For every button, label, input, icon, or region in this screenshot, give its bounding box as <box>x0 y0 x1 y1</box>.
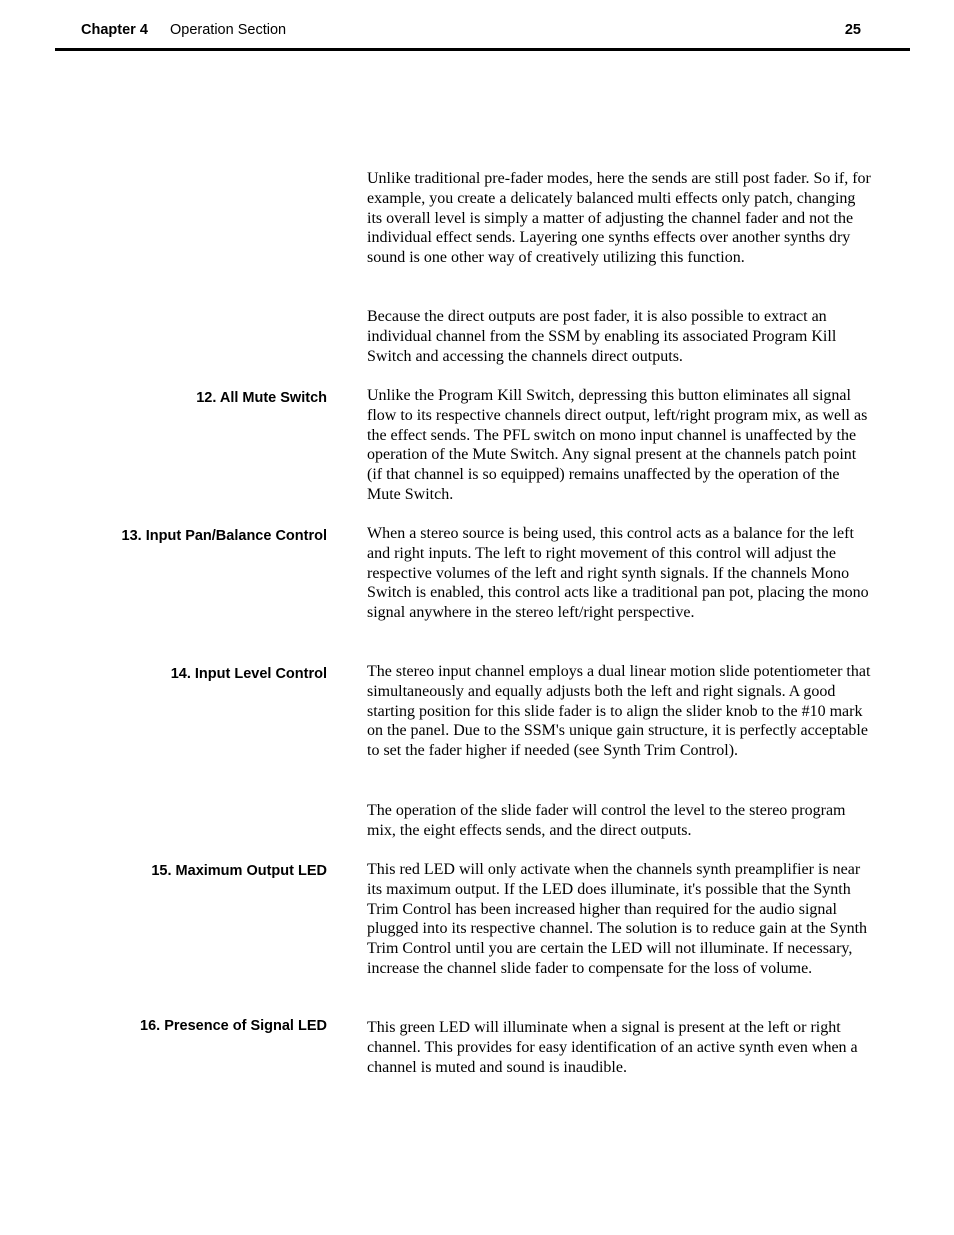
paragraph-maximum-output-led: This red LED will only activate when the channels synth preamplifier is near its maximum output. If the LED does illuminate, it's possible that the Synth Trim Control has been increased higher than required for the audio signal plugged into its respective channel. The solution is to reduce gain at the Synth Trim Control until you are certain the LED will not illuminate. If necessary, increase the channel slide fader to compensate for the loss of volume. <box>367 861 868 977</box>
header-rule <box>55 48 910 51</box>
chapter-label: Chapter 4 <box>81 22 148 38</box>
heading-maximum-output-led: 15. Maximum Output LED <box>151 863 327 879</box>
paragraph-all-mute-switch: Unlike the Program Kill Switch, depressing this button eliminates all signal flow to its respective channels direct output, left/right program mix, as well as the effect sends. The PFL switch on mono input channel is unaffected by the operation of the Mute Switch. Any signal present at the channels patch point (if that channel is so equipped) remains unaffected by the operation of the Mute Switch. <box>367 387 868 503</box>
paragraph-input-level-control: The stereo input channel employs a dual linear motion slide potentiometer that simultaneously and equally adjusts both the left and right signals. A good starting position for this slide fader is to align the slider knob to the #10 mark on the panel. Due to the SSM's unique gain structure, it is perfectly acceptable to set the fader higher if needed (see Synth Trim Control). <box>367 663 871 760</box>
paragraph-input-pan-balance: When a stereo source is being used, this control acts as a balance for the left and right inputs. The left to right movement of this control will adjust the respective volumes of the left and right synth signals. If the channels Mono Switch is enabled, this control acts like a traditional pan pot, placing the mono signal anywhere in the stereo left/right perspective. <box>367 525 869 622</box>
page-number: 25 <box>844 22 861 38</box>
heading-input-level-control: 14. Input Level Control <box>170 666 327 682</box>
paragraph-slide-fader: The operation of the slide fader will control the level to the stereo program mix, the eight effects sends, and the direct outputs. <box>367 802 846 839</box>
heading-all-mute-switch: 12. All Mute Switch <box>196 390 327 406</box>
paragraph-post-fader-sends: Unlike traditional pre-fader modes, here the sends are still post fader. So if, for example, you create a delicately balanced multi effects only patch, changing its overall level is simply a matter of adjusting the channel fader and not the individual effect sends. Layering one synths effects over another synths dry sound is one other way of creatively utilizing this function. <box>367 170 871 267</box>
paragraph-direct-outputs: Because the direct outputs are post fader, it is also possible to extract an individual channel from the SSM by enabling its associated Program Kill Switch and accessing the channels direct outputs. <box>367 308 837 365</box>
section-title: Operation Section <box>170 22 287 38</box>
heading-presence-of-signal-led: 16. Presence of Signal LED <box>140 1018 327 1034</box>
heading-input-pan-balance: 13. Input Pan/Balance Control <box>121 528 327 544</box>
page-header <box>81 22 861 42</box>
paragraph-presence-of-signal-led: This green LED will illuminate when a signal is present at the left or right channel. This provides for easy identification of an active synth even when a channel is muted and sound is inaudible. <box>367 1019 858 1076</box>
